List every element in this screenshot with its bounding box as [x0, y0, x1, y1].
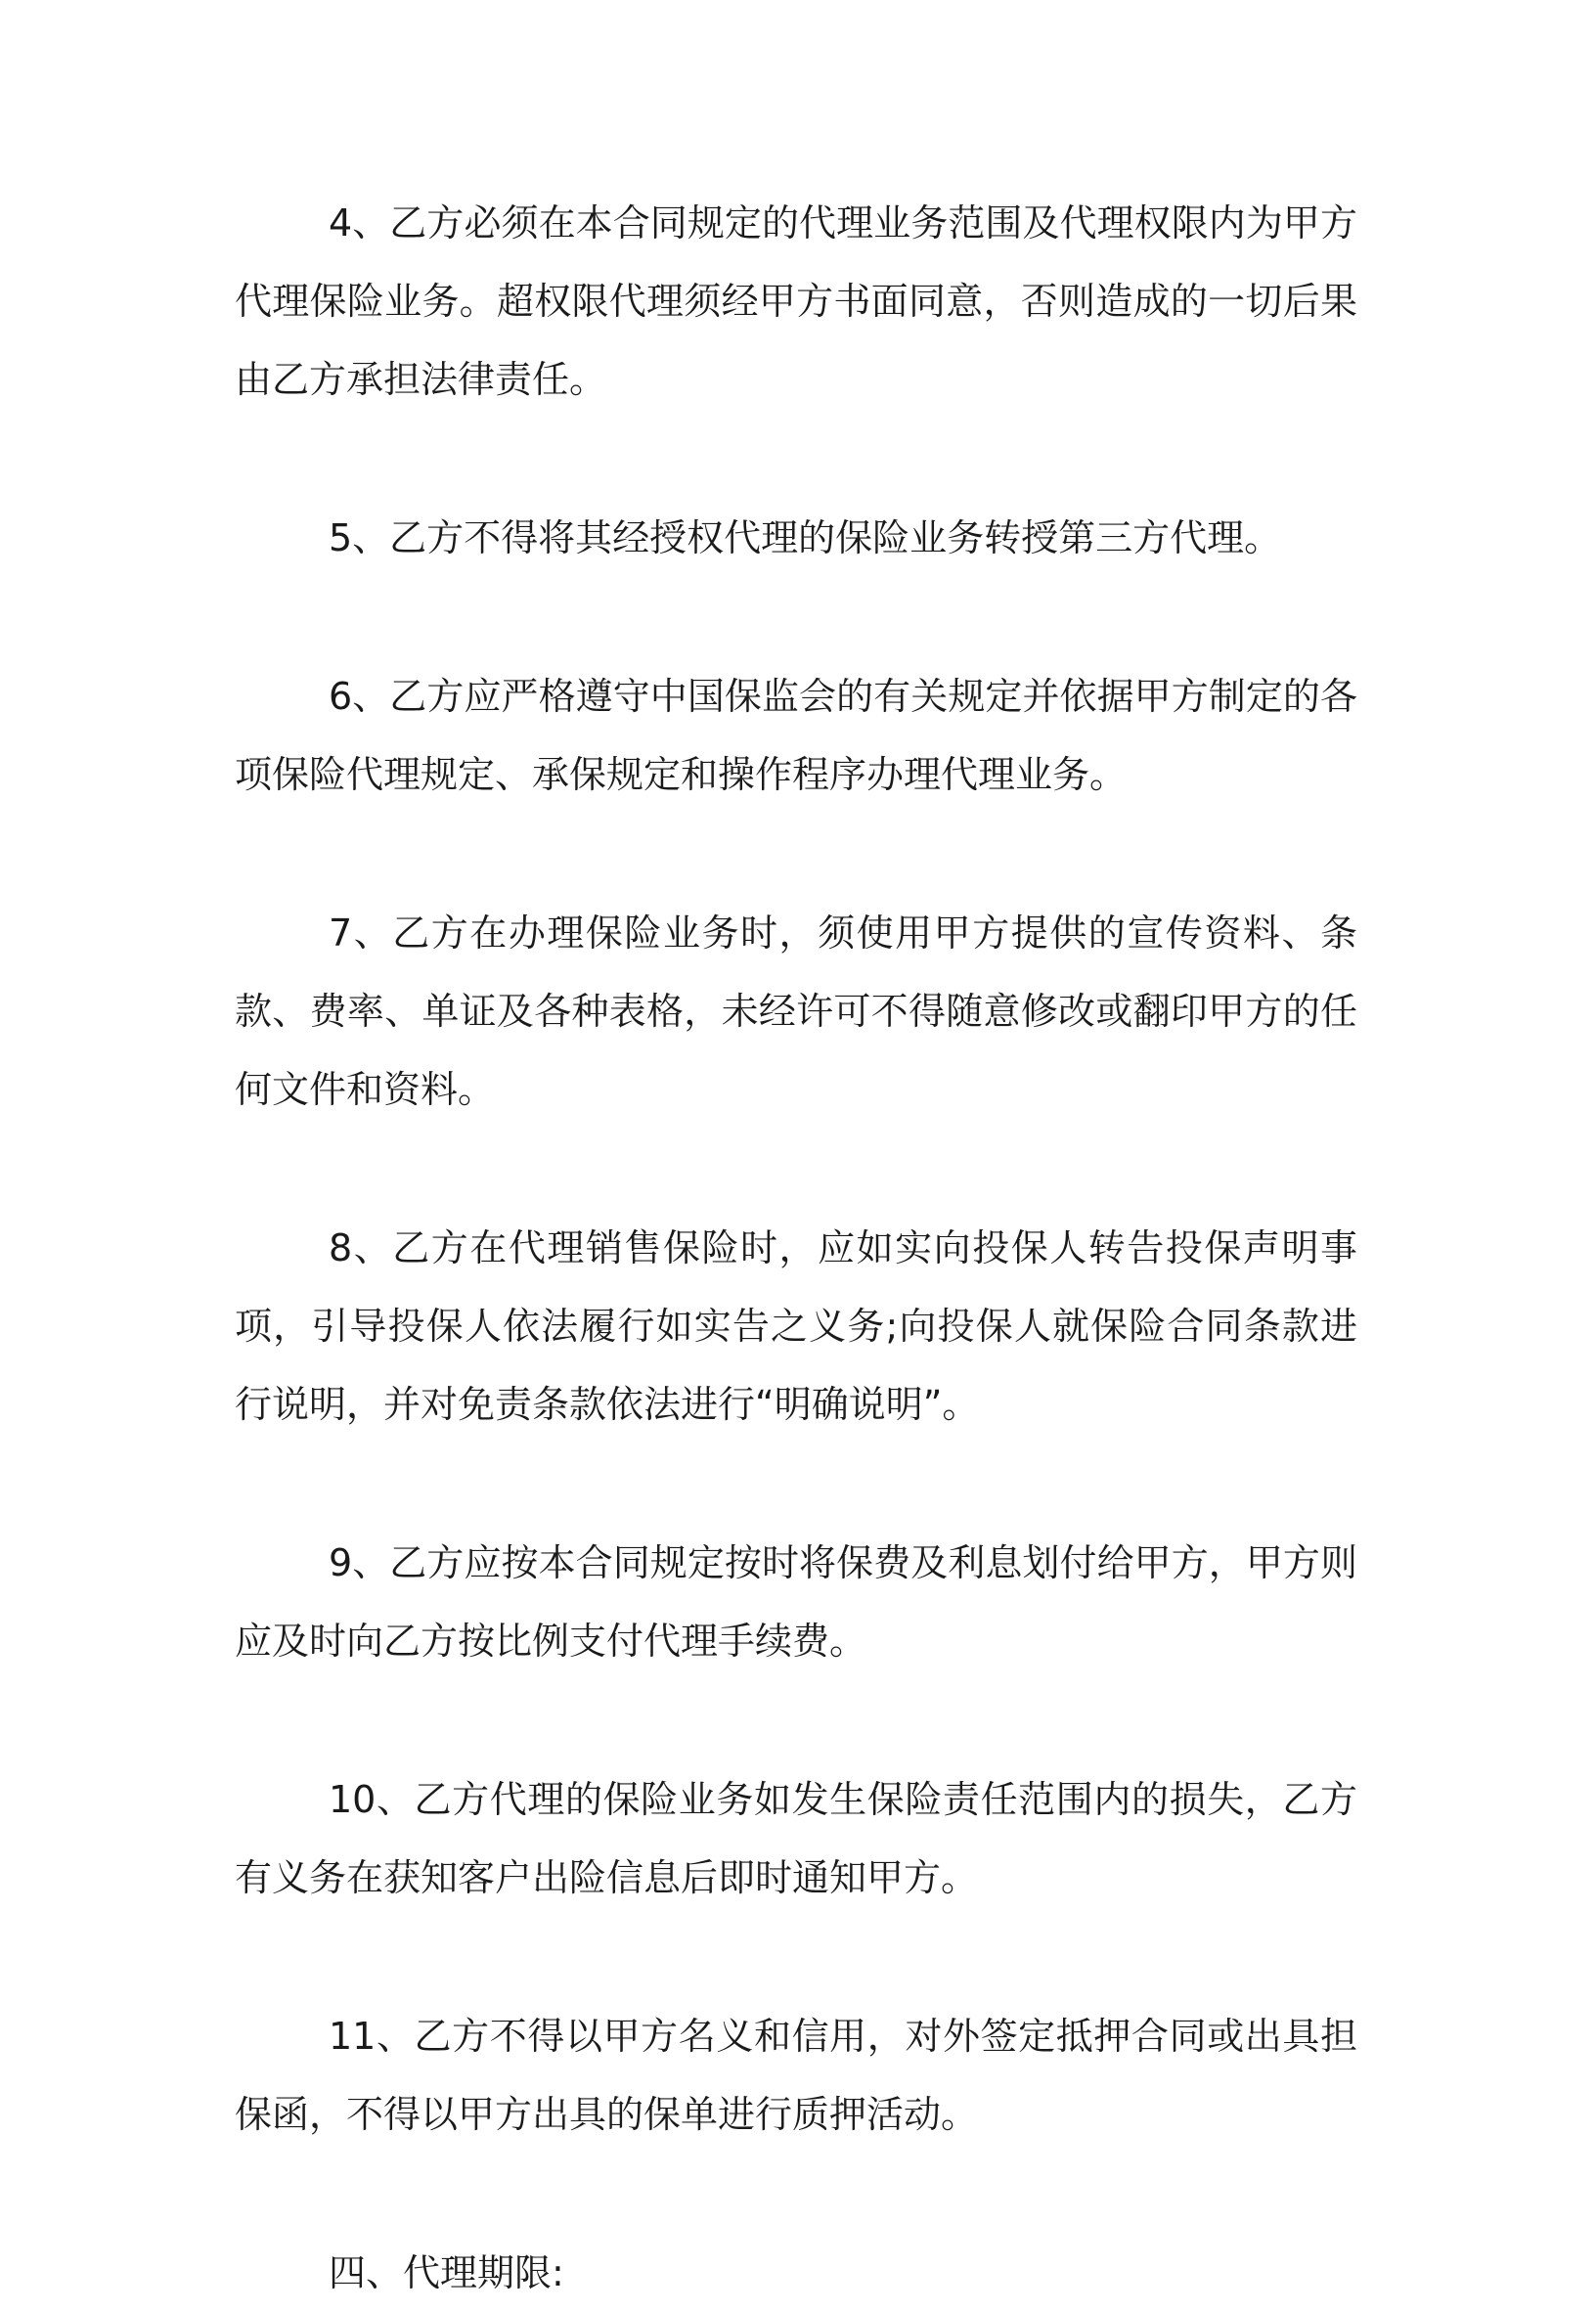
- section-heading: 四、代理期限:: [329, 2251, 564, 2294]
- clause-5: 5、乙方不得将其经授权代理的保险业务转授第三方代理。: [329, 516, 1282, 559]
- clause-10: 10、乙方代理的保险业务如发生保险责任范围内的损失，乙方有义务在获知客户出险信息后即时通知甲方。: [235, 1778, 1357, 1899]
- document-body: [235, 184, 1357, 2312]
- clause-7: 7、乙方在办理保险业务时，须使用甲方提供的宣传资料、条款、费率、单证及各种表格，未经许可不得随意修改或翻印甲方的任何文件和资料。: [235, 911, 1357, 1111]
- clause-4: 4、乙方必须在本合同规定的代理业务范围及代理权限内为甲方代理保险业务。超权限代理须经甲方书面同意，否则造成的一切后果由乙方承担法律责任。: [235, 201, 1357, 401]
- clause-6: 6、乙方应严格遵守中国保监会的有关规定并依据甲方制定的各项保险代理规定、承保规定和操作程序办理代理业务。: [235, 675, 1357, 796]
- clause-11: 11、乙方不得以甲方名义和信用，对外签定抵押合同或出具担保函，不得以甲方出具的保单进行质押活动。: [235, 2015, 1357, 2136]
- clause-8: 8、乙方在代理销售保险时，应如实向投保人转告投保声明事项，引导投保人依法履行如实告之义务;向投保人就保险合同条款进行说明，并对免责条款依法进行“明确说明”。: [235, 1226, 1357, 1426]
- clause-9: 9、乙方应按本合同规定按时将保费及利息划付给甲方，甲方则应及时向乙方按比例支付代理手续费。: [235, 1541, 1357, 1663]
